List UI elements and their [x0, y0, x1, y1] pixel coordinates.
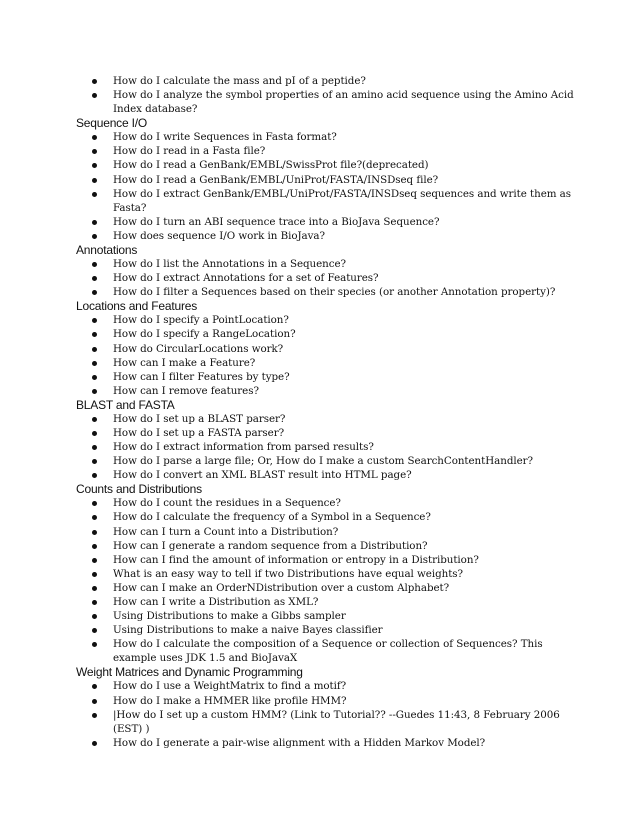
question-text: How can I make an OrderNDistribution over a custom Alphabet? [113, 581, 450, 594]
list-item[interactable] [76, 144, 578, 158]
bullet-icon [92, 459, 97, 464]
bullet-icon [92, 318, 97, 323]
question-text: How do I read a GenBank/EMBL/SwissProt file?(deprecated) [113, 159, 429, 172]
section-heading: Weight Matrices and Dynamic Programming [76, 665, 303, 680]
list-item[interactable] [76, 187, 578, 215]
question-text: How do I list the Annotations in a Sequence? [113, 258, 346, 271]
question-text: How do I use a WeightMatrix to find a motif? [113, 680, 347, 693]
list-item[interactable] [76, 539, 578, 553]
list-item[interactable] [76, 525, 578, 539]
bullet-icon [92, 276, 97, 281]
question-text: How do I specify a RangeLocation? [113, 328, 296, 341]
list-item[interactable] [76, 130, 578, 144]
bullet-icon [92, 178, 97, 183]
section-heading: Annotations [76, 243, 138, 258]
question-text: How do I convert an XML BLAST result into HTML page? [113, 469, 412, 482]
question-text: How do I set up a FASTA parser? [113, 426, 285, 439]
question-text: How can I filter Features by type? [113, 370, 290, 383]
question-text: Using Distributions to make a naive Bayes classifier [113, 624, 383, 637]
list-item[interactable] [76, 271, 578, 285]
bullet-icon [92, 389, 97, 394]
question-text: How do I calculate the frequency of a Symbol in a Sequence? [113, 511, 431, 524]
list-item[interactable] [76, 581, 578, 595]
question-text: How do CircularLocations work? [113, 342, 284, 355]
list-item[interactable] [76, 158, 578, 172]
question-text: How do I extract information from parsed results? [113, 441, 374, 454]
question-list [76, 412, 578, 482]
question-list [76, 74, 578, 116]
list-item[interactable] [76, 342, 578, 356]
bullet-icon [92, 361, 97, 366]
question-text: How do I turn an ABI sequence trace into a BioJava Sequence? [113, 215, 440, 228]
list-item[interactable] [76, 679, 578, 693]
list-item[interactable] [76, 229, 578, 243]
list-item[interactable] [76, 327, 578, 341]
question-text: How do I make a HMMER like profile HMM? [113, 694, 347, 707]
bullet-icon [92, 614, 97, 619]
faq-section [76, 243, 578, 299]
bullet-icon [92, 684, 97, 689]
question-text: How do I filter a Sequences based on their species (or another Annotation property)? [113, 286, 556, 299]
question-text: What is an easy way to tell if two Distributions have equal weights? [113, 567, 463, 580]
bullet-icon [92, 699, 97, 704]
list-item[interactable] [76, 257, 578, 271]
bullet-icon [92, 163, 97, 168]
bullet-icon [92, 332, 97, 337]
list-item[interactable] [76, 370, 578, 384]
faq-section [76, 116, 578, 243]
question-text: How do I analyze the symbol properties of an amino acid sequence using the Amino Acid Index database? [113, 89, 574, 116]
question-text: How do I set up a BLAST parser? [113, 412, 286, 425]
list-item[interactable] [76, 623, 578, 637]
faq-section [76, 482, 578, 665]
question-text: How do I extract Annotations for a set of Features? [113, 272, 379, 285]
bullet-icon [92, 290, 97, 295]
faq-section [76, 74, 578, 116]
bullet-icon [92, 530, 97, 535]
question-text: How can I write a Distribution as XML? [113, 596, 319, 608]
faq-section [76, 398, 578, 482]
list-item[interactable] [76, 215, 578, 229]
bullet-icon [92, 262, 97, 267]
bullet-icon [92, 234, 97, 239]
bullet-icon [92, 375, 97, 380]
question-list [76, 130, 578, 243]
list-item[interactable] [76, 595, 578, 609]
question-text: How can I turn a Count into a Distribution? [113, 525, 339, 538]
list-item[interactable] [76, 313, 578, 327]
question-text: How do I calculate the mass and pI of a peptide? [113, 75, 366, 87]
list-item[interactable] [76, 567, 578, 581]
question-text: How can I make a Feature? [113, 356, 256, 369]
question-text: Using Distributions to make a Gibbs sampler [113, 610, 346, 623]
list-item[interactable] [76, 426, 578, 440]
bullet-icon [92, 135, 97, 140]
bullet-icon [92, 79, 97, 84]
section-heading: Counts and Distributions [76, 482, 202, 497]
list-item[interactable] [76, 510, 578, 524]
question-list [76, 313, 578, 398]
question-text: How do I calculate the composition of a Sequence or collection of Sequences? This example uses JDK 1.5 and BioJavaX [113, 638, 543, 665]
bullet-icon [92, 586, 97, 591]
bullet-icon [92, 515, 97, 520]
list-item[interactable] [76, 694, 578, 708]
question-text: |How do I set up a custom HMM? (Link to Tutorial?? --Guedes 11:43, 8 February 2006 (EST) ) [113, 708, 560, 735]
bullet-icon [92, 501, 97, 506]
list-item[interactable] [76, 88, 578, 116]
bullet-icon [92, 628, 97, 633]
bullet-icon [92, 600, 97, 605]
list-item[interactable] [76, 454, 578, 468]
list-item[interactable] [76, 468, 578, 482]
bullet-icon [92, 192, 97, 197]
question-text: How can I generate a random sequence from a Distribution? [113, 539, 428, 552]
question-text: How do I extract GenBank/EMBL/UniProt/FASTA/INSDseq sequences and write them as Fasta? [113, 187, 572, 214]
list-item[interactable] [76, 553, 578, 567]
list-item[interactable] [76, 173, 578, 187]
bullet-icon [92, 417, 97, 422]
list-item[interactable] [76, 74, 578, 88]
question-text: How do I parse a large file; Or, How do I make a custom SearchContentHandler? [113, 455, 533, 468]
faq-section [76, 665, 578, 749]
bullet-icon [92, 473, 97, 478]
list-item[interactable] [76, 440, 578, 454]
bullet-icon [92, 347, 97, 352]
list-item[interactable] [76, 609, 578, 623]
bullet-icon [92, 149, 97, 154]
list-item[interactable] [76, 736, 578, 750]
bullet-icon [92, 642, 97, 647]
list-item[interactable] [76, 412, 578, 426]
question-text: How can I find the amount of information or entropy in a Distribution? [113, 553, 479, 566]
question-text: How do I read a GenBank/EMBL/UniProt/FASTA/INSDseq file? [113, 173, 439, 186]
bullet-icon [92, 220, 97, 225]
question-text: How do I read in a Fasta file? [113, 145, 266, 158]
list-item[interactable] [76, 356, 578, 370]
bullet-icon [92, 558, 97, 563]
list-item[interactable] [76, 285, 578, 299]
question-text: How do I specify a PointLocation? [113, 314, 289, 327]
question-text: How does sequence I/O work in BioJava? [113, 229, 325, 242]
list-item[interactable] [76, 496, 578, 510]
bullet-icon [92, 713, 97, 718]
faq-section [76, 299, 578, 398]
question-text: How do I count the residues in a Sequence? [113, 497, 341, 510]
question-text: How do I generate a pair-wise alignment with a Hidden Markov Model? [113, 736, 486, 749]
bullet-icon [92, 544, 97, 549]
bullet-icon [92, 93, 97, 98]
bullet-icon [92, 741, 97, 746]
question-text: How can I remove features? [113, 384, 259, 397]
list-item[interactable] [76, 637, 578, 665]
question-text: How do I write Sequences in Fasta format? [113, 131, 337, 144]
bullet-icon [92, 572, 97, 577]
bullet-icon [92, 445, 97, 450]
section-heading: BLAST and FASTA [76, 397, 175, 412]
question-list [76, 257, 578, 299]
list-item[interactable] [76, 708, 578, 736]
bullet-icon [92, 431, 97, 436]
question-list [76, 496, 578, 665]
question-list [76, 679, 578, 749]
section-heading: Sequence I/O [76, 116, 147, 131]
section-heading: Locations and Features [76, 299, 198, 314]
list-item[interactable] [76, 384, 578, 398]
